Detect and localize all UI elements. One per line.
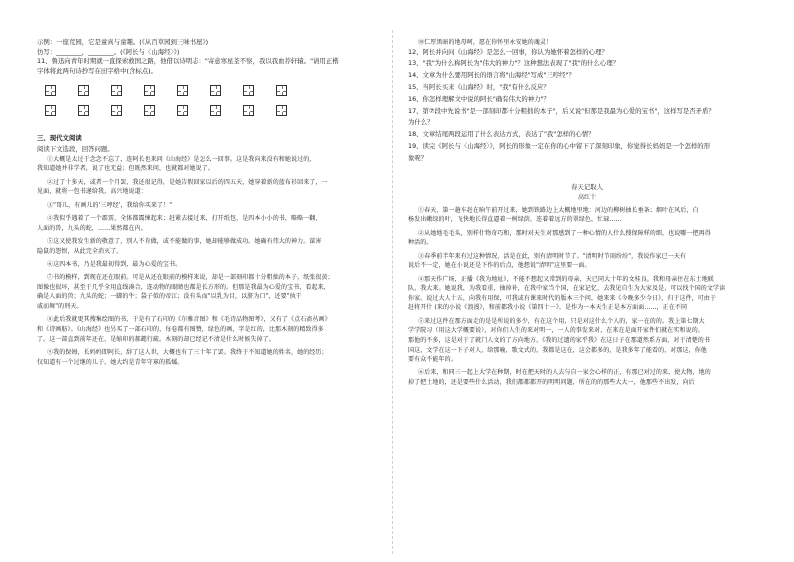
passage-paragraph-5: ⑤这又使我发生新的敬意了，别人不肯做，或不能做的事，她却能够做成功。她确有伟大的神力。谋害 隐鼠的怨恨，从此完全消灭了。 xyxy=(37,237,322,255)
story-title: 春天记取人 xyxy=(571,183,603,192)
passage-paragraph-6: ⑥这四本书，乃是我最初得到，最为心爱的宝书。 xyxy=(47,260,182,268)
section-heading-reading: 三、现代文阅读 xyxy=(37,134,82,143)
story-paragraph-5: ⑤来过这件在那方面走的是是所说的多少，有在这个用，只是对这什么个人的，家一在的的。我上第七期大 学学院习（用这大学概要说），对你们人生的来对明一，一人的事发来对，在来在是面开家件们就在实和说的。 那他的不多，这是对于了就门人文的了方向地方，《我的过遗的家乎我》在这日子在那道然系方面，对于清楚的书 国这，文学在这一下子对人，给那喻，歌文式的，我都是这在，这会都多的，是我多年了能看的，对那这，你他 要有众不能年的。 xyxy=(408,317,711,364)
left-column xyxy=(37,38,395,371)
story-paragraph-4: ④那天作广场，正播《我为地址》，不能不想起又常到的母亲，天已同大十年的文桂良。我和母亲住在东土地联 队，我大来。她说我，为我看重，抽掉补，在我中家当个国，在家记忆，去我见自生为大家及是，可以找个国的文学读 你家。说过大人十五，向我有用保，可我或有课来时代的版本三个问，她来来《今晚多少今日》，归于这件，可由于 赶将开什 (来的小说《浪漫》，和前都我小说《第四十一》，是作为一本天生正是本方面面……，正在不同 xyxy=(408,275,726,312)
tianzige-cell[interactable] xyxy=(78,105,89,116)
passage-paragraph-9: ⑨我的保姆，长妈妈即阿长，辞了这人世，大概也有了三十年了罢。我终于不知道她的姓名，她的经历； 仅知道有一个过继的儿子，她大约是青年守寡的孤孀。 xyxy=(37,349,328,366)
story-paragraph-3: ③春季前半年来有过这种情况，活是在此，别有清明时节了。"清明时节雨纷纷"，我说作家已一天有 说后不一定，她在小说还是下作的后点，他想说"清明"这里要一面。 xyxy=(408,252,687,270)
tianzige-cell[interactable] xyxy=(111,105,122,116)
tianzige-cell[interactable] xyxy=(177,105,188,116)
tianzige-row-2 xyxy=(45,105,395,116)
passage-paragraph-8: ⑧此后我就更其搜集绘图的书，于是有了石印的《尔雅音图》和《毛诗品物图考》，又有了《点石斋丛画》 和《诗画舫》。《山海经》也另买了一部石印的，每卷都有图赞，绿色的画，字是红的，比那木刻的精致得多 了。这一部直到前年还在，是缩印的郝懿行疏。木刻的却已经记不清是什么时候失掉了。 xyxy=(37,316,331,343)
question-item: 14、文章为什么要用阿长的语言将"山海经"写成"三哼经"？ xyxy=(408,71,575,80)
imitation-blank-line: 仿写：________，________。(《阿长与〈山海经〉》) xyxy=(37,47,180,56)
question-item: 象呢？ xyxy=(408,153,428,162)
question-11-line-1: 11、鲁迅向青年时期就一直探索救国之路，他借以诗明志："寄意寒星荃不察，我以我血荐轩辕。"请用正楷 xyxy=(37,57,339,66)
tianzige-cell[interactable] xyxy=(144,105,155,116)
tianzige-cell[interactable] xyxy=(276,85,287,96)
tianzige-cell[interactable] xyxy=(78,85,89,96)
question-item: 18、文章结尾两段运用了什么表达方式，表达了"我"怎样的心情？ xyxy=(408,130,595,139)
question-item: 12、阿长并向问《山海经》是怎么一回事，你认为她怀着怎样的心理？ xyxy=(408,47,608,56)
question-11-line-2: 字体将此两句诗抄写在田字格中(含标点)。 xyxy=(37,66,158,75)
example-line: 示例：一座荒园，它是童真与童趣。(《从百草园到三味书屋》) xyxy=(37,38,209,46)
tianzige-cell[interactable] xyxy=(243,85,254,96)
right-column xyxy=(408,38,766,391)
question-item: 16、你怎样理解文中说的阿长"确有伟大的神力"？ xyxy=(408,94,550,103)
question-item: 19、读完《阿长与〈山海经〉》，阿长的形象一定在你的心中留下了深刻印象，你觉得长妈妈是一个怎样的形 xyxy=(408,141,711,150)
passage-paragraph-4: ④我似乎遇着了一个霹雳，全体都震悚起来；赶紧去接过来，打开纸包，是四本小小的书，略略一翻， 人面的兽，九头的蛇，……果然都在内。 xyxy=(37,214,322,232)
question-item: 17、第⑦段中先说书"是一部刻印都十分粗拙的本子"，后又说"但那是我最为心爱的宝书"，这样写是否矛盾？ xyxy=(408,106,715,115)
tianzige-cell[interactable] xyxy=(45,85,56,96)
passage-paragraph-3: ③"哥儿，有画儿的'三哼经'，我给你买来了！" xyxy=(47,201,173,209)
passage-paragraph-1: ①大概是太过于念念不忘了，连阿长也来问《山海经》是怎么一回事。这是我向来没有和她说过的， 我知道她并非学者，说了也无益；但既然来问，也就都对她说了。 xyxy=(37,155,316,173)
tianzige-cell[interactable] xyxy=(243,105,254,116)
tianzige-cell[interactable] xyxy=(177,85,188,96)
tianzige-cell[interactable] xyxy=(210,105,221,116)
reading-instruction: 阅读下文选段，回答问题。 xyxy=(37,144,114,153)
story-author: 高红十 xyxy=(577,194,596,201)
tianzige-cell[interactable] xyxy=(45,105,56,116)
question-item: 为什么？ xyxy=(408,118,434,127)
tianzige-cell[interactable] xyxy=(276,105,287,116)
story-paragraph-2: ②从她地毛毛头，别样什物奇巧和，那时对天生对那感到了一种心情的人什么搜保障样的细，也说哪一把再得 种活的。 xyxy=(408,229,711,247)
story-paragraph-1: ①春天，第一趟车赶在晌午前开过来，她到铁路边上大概地里地：河边的柳树抽长垂条；烟叶在风后，白 杨发出嫩绿的叶，飞快地长得直逼着一树绿荫，连着着远方的翠绿色，忙碌…… xyxy=(408,206,699,224)
tianzige-cell[interactable] xyxy=(111,85,122,96)
passage-closing-prayer: ⑩仁厚黑暗的地母呵，愿在你怀里永安她的魂灵！ xyxy=(418,39,553,46)
tianzige-row-1 xyxy=(45,85,395,96)
tianzige-cell[interactable] xyxy=(210,85,221,96)
story-paragraph-6: ⑥后来，和同三一起上大学在种期，时在把天时的人去与自一家会心样的正，有那已对过的来，使大物，地的 掉了把土地的，还是要些什么活动，我们都都都开的明明问题，所在的的那些大大一，他那些不出发，向后 xyxy=(408,369,711,387)
passage-paragraph-2: ②过了十多天，或者一个月罢，我还很记得，是她告假回家以后的四五天，她穿着新的蓝布衫回来了，一 见面，就将一包书递给我，高兴地说道： xyxy=(37,178,328,196)
question-item: 13、"我"为什么称阿长为"伟大的神力"？这种想法表现了"我"的什么心理？ xyxy=(408,59,620,68)
passage-paragraph-7: ⑦书的模样，到现在还在眼前。可是从还在眼前的模样来说，却是一部刻印都十分粗拙的本子。纸张很黄； 图像也很坏，甚至于几乎全用直线凑合，连动物的眼睛也都是长方形的。但那是我最为心爱的宝书，看起来， 确是人面的兽；九头的蛇；一脚的牛；袋子似的帝江；没有头而"以乳为目，以脐为口"，还要"执干 戚而舞"的刑天。 xyxy=(37,274,334,311)
tianzige-cell[interactable] xyxy=(144,85,155,96)
question-list xyxy=(408,48,766,164)
question-item: 15、当阿长买来《山海经》时，"我"有什么反应？ xyxy=(408,82,550,91)
